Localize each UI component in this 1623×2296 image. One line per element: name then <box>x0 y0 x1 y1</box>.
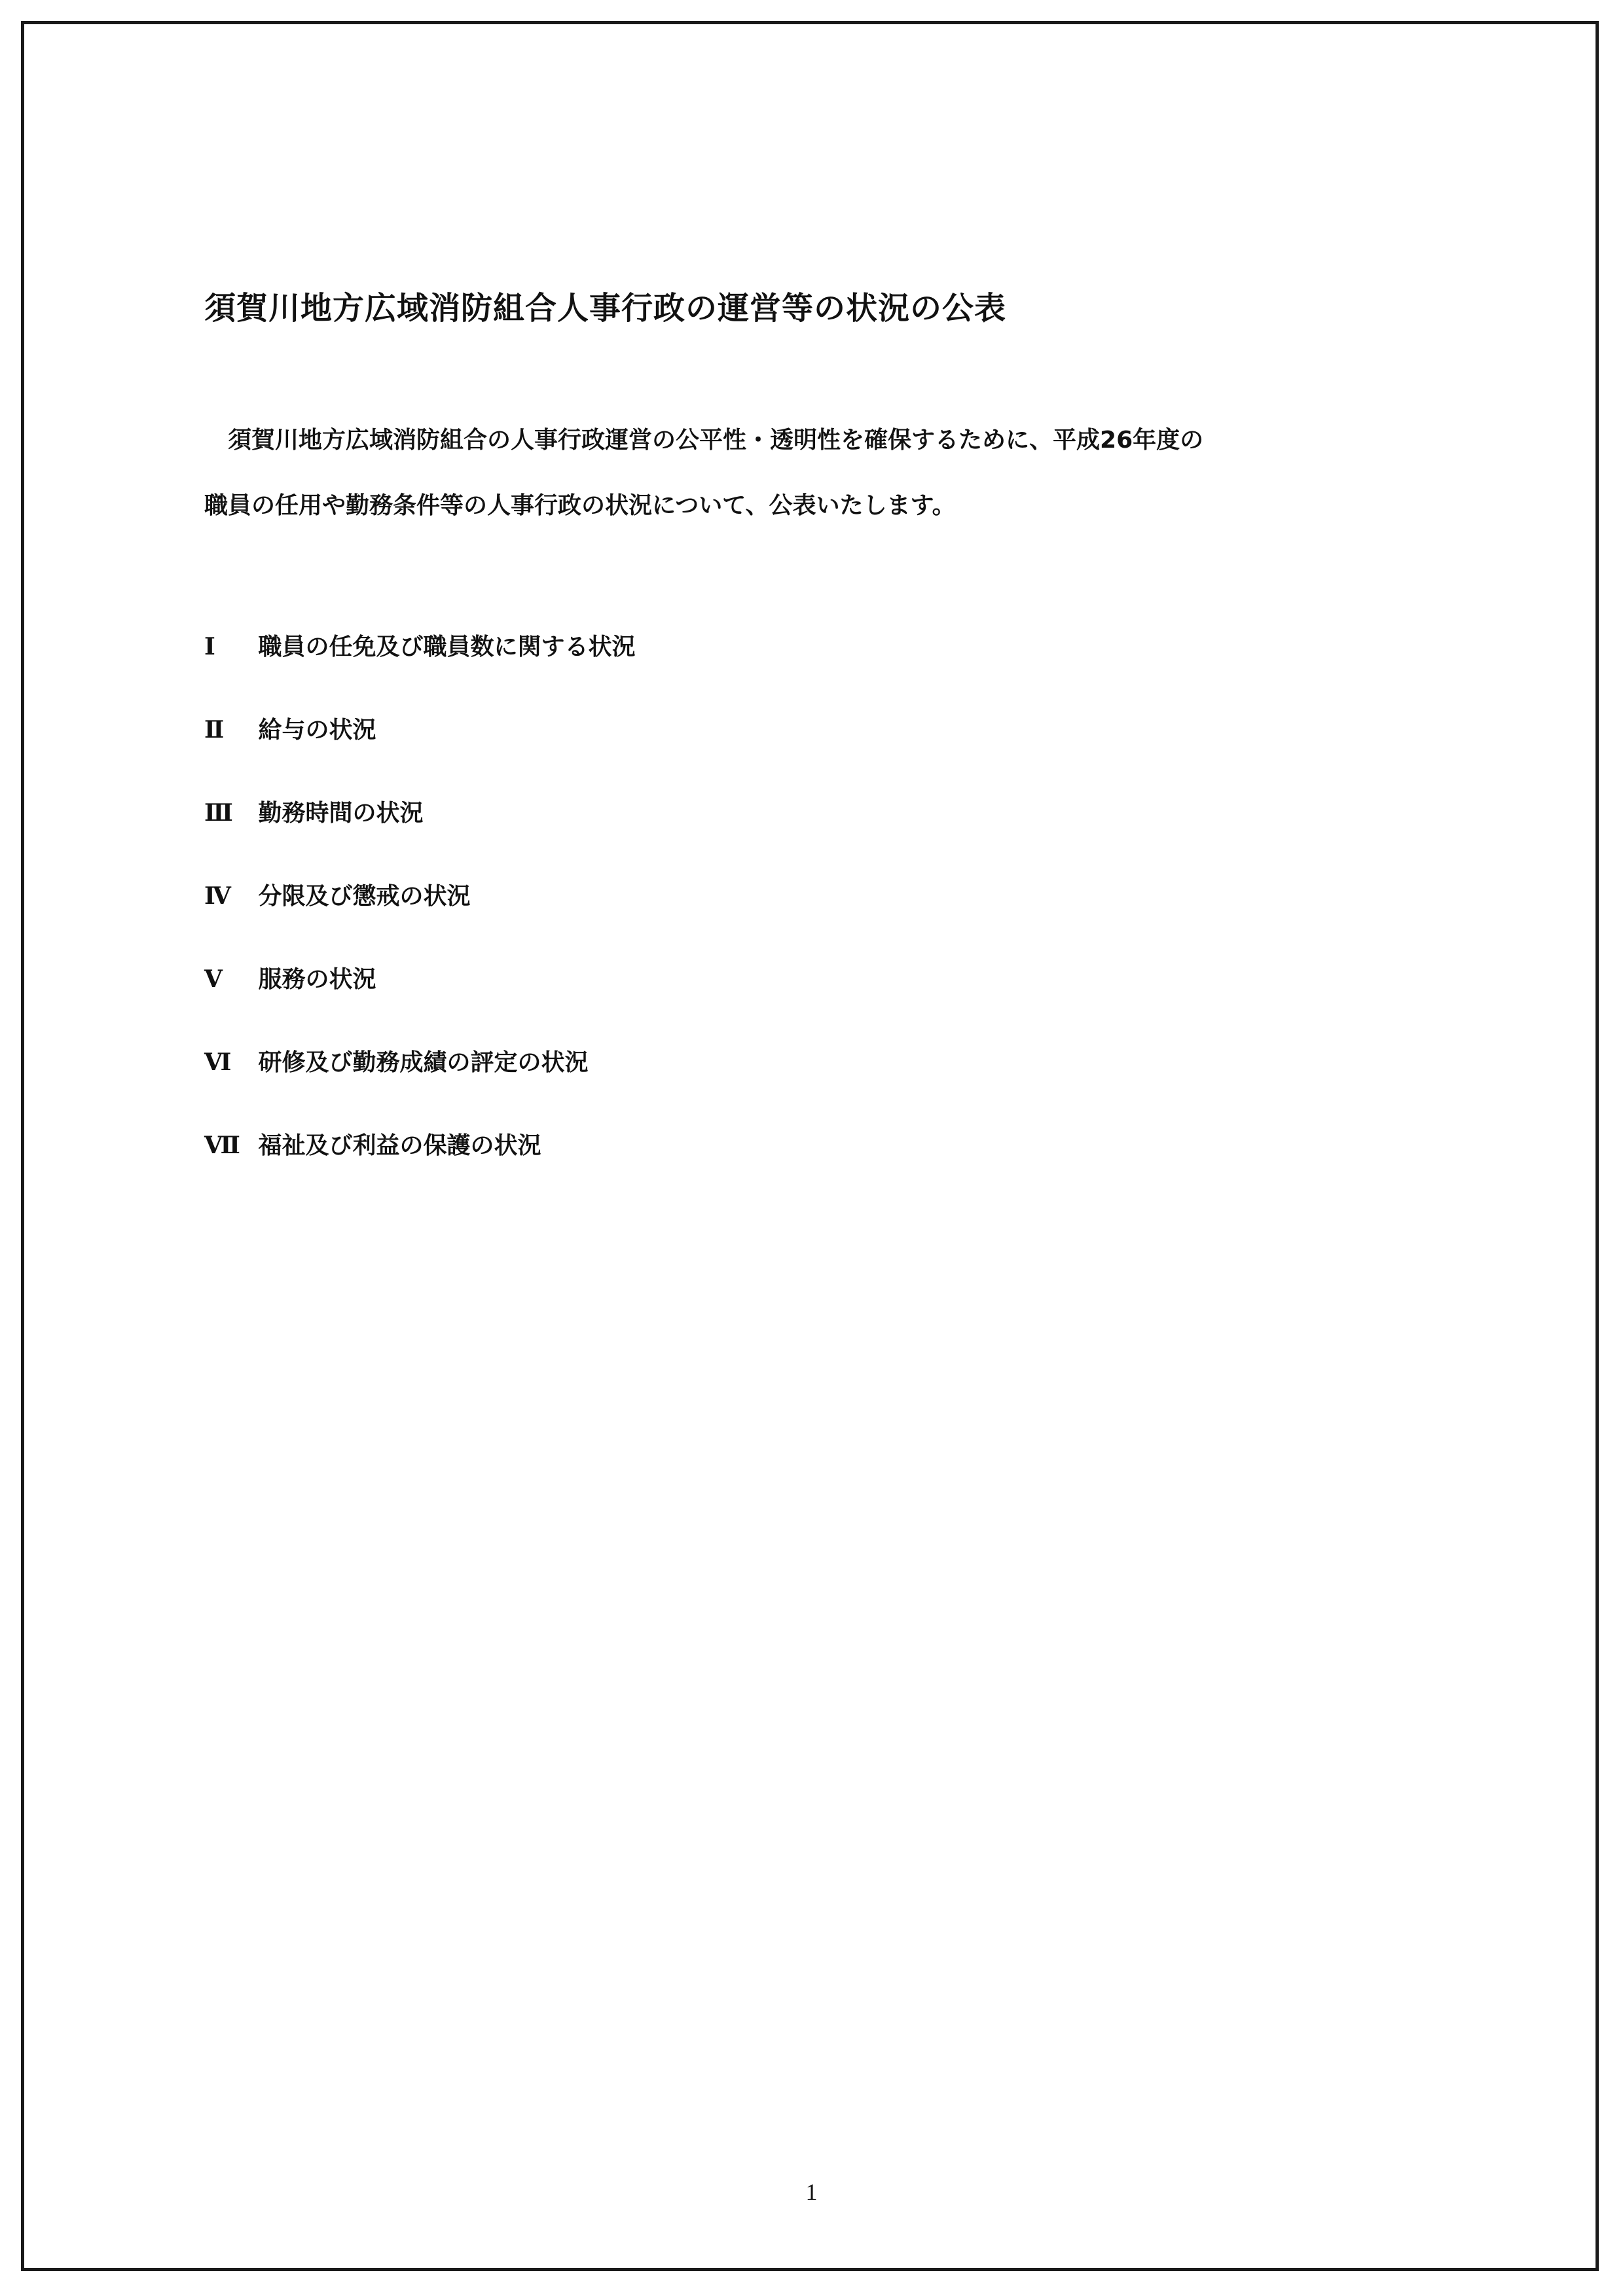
section-number: Ⅲ <box>204 799 233 827</box>
section-number: Ⅶ <box>204 1132 240 1159</box>
intro-paragraph-line-2: 職員の任用や勤務条件等の人事行政の状況について、公表いたします。 <box>204 492 956 519</box>
section-label: 服務の状況 <box>258 966 376 993</box>
section-item-5 <box>204 961 376 997</box>
section-label: 福祉及び利益の保護の状況 <box>258 1132 541 1159</box>
section-item-2 <box>204 711 376 748</box>
section-number: Ⅴ <box>204 965 223 993</box>
document-title: 須賀川地方広域消防組合人事行政の運営等の状況の公表 <box>204 290 1007 327</box>
page-number: 1 <box>805 2179 818 2205</box>
section-number: Ⅰ <box>204 633 215 660</box>
section-item-1 <box>204 628 636 665</box>
section-label: 職員の任免及び職員数に関する状況 <box>258 634 636 660</box>
section-number: Ⅵ <box>204 1049 232 1076</box>
section-label: 給与の状況 <box>258 717 376 744</box>
section-label: 分限及び懲戒の状況 <box>258 883 471 910</box>
intro-paragraph-line-1 <box>204 422 1203 455</box>
section-item-4 <box>204 878 471 914</box>
section-item-6 <box>204 1044 589 1081</box>
section-label: 勤務時間の状況 <box>258 800 424 827</box>
intro-text-1: 須賀川地方広域消防組合の人事行政運営の公平性・透明性を確保するために、平成26年度の <box>228 427 1204 454</box>
section-item-3 <box>204 795 424 831</box>
section-item-7 <box>204 1127 541 1164</box>
section-label: 研修及び勤務成績の評定の状況 <box>258 1049 589 1076</box>
section-number: Ⅱ <box>204 716 225 744</box>
section-number: Ⅳ <box>204 882 231 910</box>
